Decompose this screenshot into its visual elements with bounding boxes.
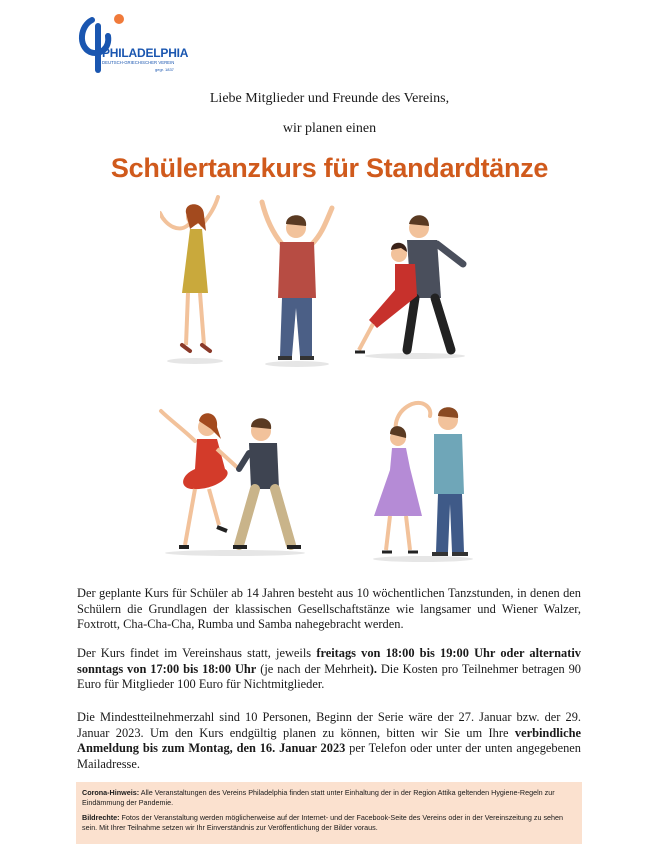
logo-name: PHILADELPHIA xyxy=(102,46,189,60)
logo-subtitle: DEUTSCH-GRIECHISCHER VEREIN xyxy=(102,60,175,65)
course-description: Der geplante Kurs für Schüler ab 14 Jahren besteht aus 10 wöchentlichen Tanzstunden, in denen den Schülern die Grundlagen der klassischen Gesellschaftstänze wie langsamer und Wiener Walzer, Foxtrott, Cha-Cha-Cha, Rumba und Samba nahegebracht werden. xyxy=(77,586,581,631)
spinning-couple-illustration xyxy=(368,398,478,563)
dancing-man-plaid-illustration xyxy=(252,198,342,368)
greeting-line-2: wir planen einen xyxy=(282,121,377,136)
image-rights-notice: Bildrechte: Fotos der Veranstaltung werden möglicherweise auf der Internet- und der Facebook-Seite des Vereins oder in der Vereinszeitung zu sehen sein. Mit Ihrer Teilnahme setzen wir Ihr Einverständnis zur Veröffentlichung der Bilder voraus. xyxy=(82,813,564,832)
logo-since: gegr. 1837 xyxy=(155,67,174,72)
greeting-line-1: Liebe Mitglieder und Freunde des Vereins, xyxy=(209,91,450,106)
notice-box xyxy=(76,782,582,844)
page-title: Schülertanzkurs für Standardtänze xyxy=(110,153,549,183)
corona-notice: Corona-Hinweis: Alle Veranstaltungen des Vereins Philadelphia finden statt unter Einhaltung der in der Region Attika geltenden Hygiene-Regeln zur Eindämmung der Pandemie. xyxy=(82,788,555,807)
tango-couple-illustration xyxy=(355,210,475,360)
dancing-woman-yellow-illustration xyxy=(160,195,230,365)
course-schedule: Der Kurs findet im Vereinshaus statt, jeweils freitags von 18:00 bis 19:00 Uhr oder alternativ sonntags von 17:00 bis 18:00 Uhr (je nach der Mehrheit). Die Kosten pro Teilnehmer betragen 90 Euro für Mitglieder 100 Euro für Nichtmitglieder. xyxy=(77,646,581,691)
registration-info: Die Mindestteilnehmerzahl sind 10 Personen, Beginn der Serie wäre der 27. Januar bzw. der 29. Januar 2023. Um den Kurs endgültig planen zu können, bitten wir Sie um Ihre verbindliche Anmeldung bis zum Montag, den 16. Januar 2023 per Telefon oder unter der unten angegebenen Mailadresse. xyxy=(77,710,581,771)
swing-couple-illustration xyxy=(155,405,315,557)
